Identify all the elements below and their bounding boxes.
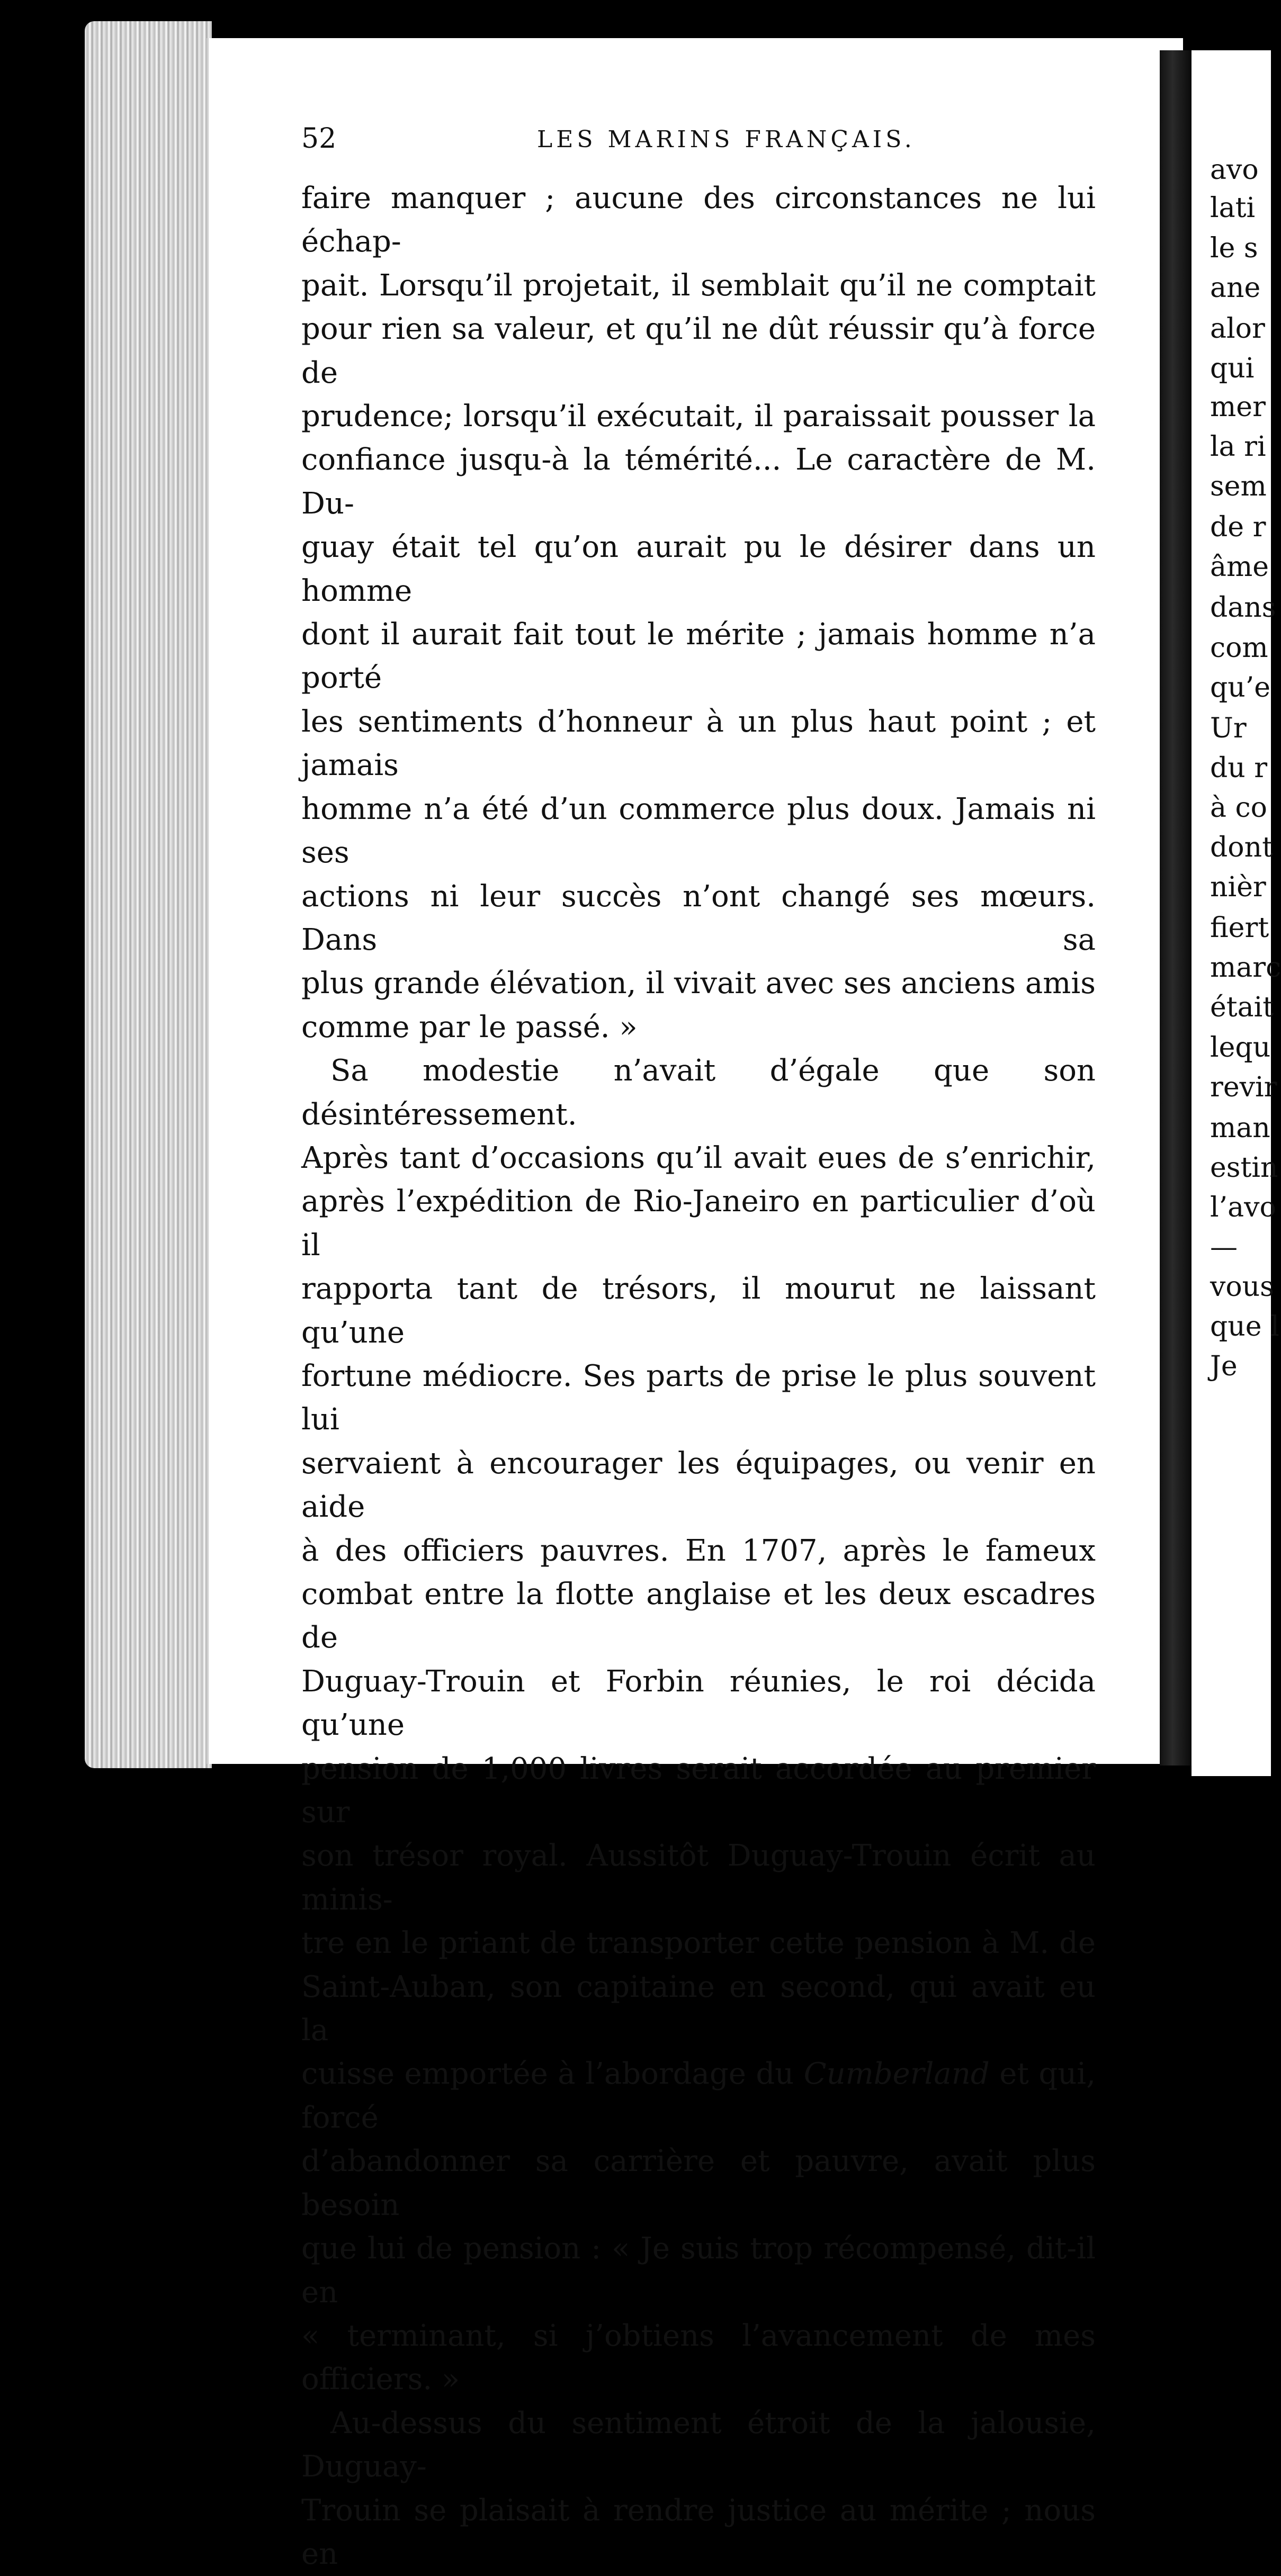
text-line: Au-dessus du sentiment étroit de la jalousie, Duguay- (301, 2406, 1096, 2484)
page-edges (85, 21, 212, 1768)
text-line: cuisse emportée à l’abordage du Cumberland et qui, forcé (301, 2057, 1096, 2135)
facing-page-fragment: l’avo (1210, 1192, 1276, 1223)
facing-page-fragment: revir (1210, 1071, 1277, 1103)
facing-page-fragment: le s (1210, 232, 1258, 264)
facing-page-fragment: fiert (1210, 912, 1269, 944)
text-line: fortune médiocre. Ses parts de prise le plus souvent lui (301, 1358, 1096, 1437)
text-line: faire manquer ; aucune des circonstances ne lui échap- (301, 181, 1096, 259)
facing-page-fragment: lati (1210, 192, 1256, 224)
facing-page-fragment: était (1210, 992, 1274, 1023)
facing-page-fragment: de r (1210, 511, 1266, 543)
text-line: Duguay-Trouin et Forbin réunies, le roi décida qu’une (301, 1664, 1096, 1743)
text-line: « terminant, si j’obtiens l’avancement de mes officiers. » (301, 2318, 1096, 2397)
text-line: rapporta tant de trésors, il mourut ne laissant qu’une (301, 1272, 1096, 1350)
text-line: homme n’a été d’un commerce plus doux. Jamais ni ses (301, 791, 1096, 870)
facing-page-fragment: dont (1210, 832, 1273, 863)
facing-page-fragment: — (1210, 1231, 1238, 1263)
facing-page-fragment: dans (1210, 592, 1276, 624)
facing-page-fragment: qu’e (1210, 672, 1271, 704)
text-line: plus grande élévation, il vivait avec ses anciens amis (301, 966, 1096, 1001)
text-line: à des officiers pauvres. En 1707, après le fameux (301, 1533, 1096, 1568)
facing-page-fragment: qui (1210, 353, 1255, 384)
facing-page-fragment: nièr (1210, 871, 1266, 903)
text-line: comme par le passé. » (301, 1010, 638, 1044)
text-line: pour rien sa valeur, et qu’il ne dût réussir qu’à force de (301, 312, 1096, 390)
text-line: combat entre la flotte anglaise et les deux escadres de (301, 1577, 1096, 1655)
text-line: son trésor royal. Aussitôt Duguay-Trouin écrit au minis- (301, 1839, 1096, 1917)
text-line: Saint-Auban, son capitaine en second, qui avait eu la (301, 1969, 1096, 2048)
text-line: tre en le priant de transporter cette pension à M. de (301, 1926, 1096, 1961)
running-head (209, 123, 1183, 155)
running-title: LES MARINS FRANÇAIS. (537, 126, 916, 153)
text-line: après l’expédition de Rio-Janeiro en particulier d’où il (301, 1184, 1096, 1263)
facing-page-fragment: lequ (1210, 1032, 1271, 1064)
facing-page-fragment: à co (1210, 792, 1267, 824)
text-line: dont il aurait fait tout le mérite ; jamais homme n’a porté (301, 617, 1096, 696)
facing-page-fragment: ane (1210, 272, 1261, 304)
text-line: que lui de pension : « Je suis trop récompensé, dit-il en (301, 2231, 1096, 2310)
facing-page-fragment: estin (1210, 1152, 1278, 1184)
facing-page (1192, 50, 1281, 1776)
text-line: d’abandonner sa carrière et pauvre, avait plus besoin (301, 2144, 1096, 2222)
text-line: pait. Lorsqu’il projetait, il semblait qu’il ne comptait (301, 268, 1096, 303)
facing-page-fragment: âme (1210, 551, 1269, 583)
text-line: guay était tel qu’on aurait pu le désirer dans un homme (301, 530, 1096, 608)
facing-page-fragment: Ur (1210, 713, 1247, 744)
text-line: actions ni leur succès n’ont changé ses mœurs. Dans sa (301, 879, 1096, 957)
text-line: confiance jusqu-à la témérité... Le caractère de M. Du- (301, 443, 1096, 521)
paragraph (301, 1049, 1096, 2402)
facing-page-fragment: avo (1210, 154, 1259, 186)
facing-page-fragment: mer (1210, 391, 1266, 423)
facing-page-fragment: alor (1210, 313, 1265, 345)
facing-page-fragment: sem (1210, 471, 1267, 502)
facing-page-fragment: man (1210, 1112, 1270, 1144)
text-line: prudence; lorsqu’il exécutait, il paraissait pousser la (301, 399, 1096, 434)
text-line: Sa modestie n’avait d’égale que son désintéressement. (301, 1053, 1096, 1132)
text-line: servaient à encourager les équipages, ou venir en aide (301, 1446, 1096, 1525)
book-gutter (1160, 50, 1192, 1766)
text-line: Trouin se plaisait à rendre justice au mérite ; nous en (301, 2493, 1096, 2571)
book-page (207, 38, 1183, 2571)
paragraph (301, 2402, 1096, 2576)
body-text (301, 177, 1096, 2576)
text-line: les sentiments d’honneur à un plus haut point ; et jamais (301, 704, 1096, 783)
page-number: 52 (301, 123, 337, 155)
facing-page-fragment: com (1210, 632, 1268, 664)
text-line: Après tant d’occasions qu’il avait eues de s’enrichir, (301, 1140, 1096, 1175)
facing-page-fragment: que l (1210, 1311, 1279, 1343)
text-line: pension de 1,000 livres serait accordée au premier sur (301, 1751, 1096, 1830)
facing-page-fragment: du r (1210, 752, 1268, 784)
paragraph (301, 177, 1096, 1049)
facing-page-fragment: vous (1210, 1271, 1274, 1303)
facing-page-fragment: Je (1210, 1350, 1238, 1382)
facing-page-fragment: la ri (1210, 431, 1266, 463)
facing-page-fragment: marc (1210, 952, 1281, 984)
